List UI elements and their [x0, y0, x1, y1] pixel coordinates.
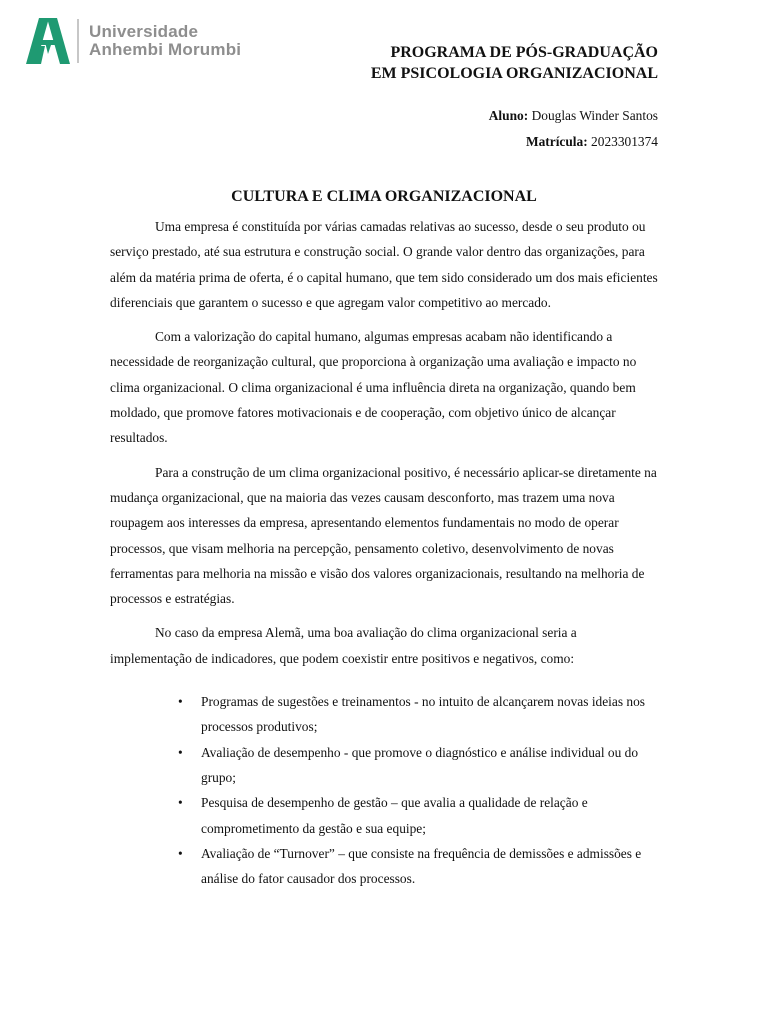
document-title: CULTURA E CLIMA ORGANIZACIONAL: [231, 188, 537, 205]
list-item: [178, 841, 659, 892]
university-name-line2: Anhembi Morumbi: [89, 40, 242, 59]
student-name-value: Douglas Winder Santos: [531, 108, 658, 123]
paragraph: Para a construção de um clima organizacional positivo, é necessário aplicar-se diretamente na mudança organizacional, que na maioria das vezes causam desconforto, mas trazem uma nova roupagem aos interesses da empresa, apresentando elementos fundamentais no modo de operar processos, que visam melhoria na percepção, pensamento coletivo, desenvolvimento de novas ferramentas para melhoria na missão e visão dos valores organizacionais, resultando na melhoria de processos e estratégias.: [110, 464, 657, 607]
list-item-text: Pesquisa de desempenho de gestão – que avalia a qualidade de relação e comprometimento da gestão e sua equipe;: [201, 795, 588, 836]
student-id-value: 2023301374: [591, 134, 658, 149]
student-name: [489, 108, 658, 124]
logo-divider: [77, 19, 79, 63]
paragraph: Uma empresa é constituída por várias camadas relativas ao sucesso, desde o seu produto ou serviço prestado, até sua estrutura e construção social. O grande valor dentro das organizações, para além da matéria prima de oferta, é o capital humano, que tem sido considerado um dos mais eficientes diferenciais que garantem o sucesso e que agregam valor competitivo ao mercado.: [110, 219, 658, 310]
list-item-text: Programas de sugestões e treinamentos - no intuito de alcançarem novas ideias nos processos produtivos;: [201, 694, 645, 735]
university-logo: [26, 18, 241, 64]
list-item: [178, 740, 659, 791]
university-name: [89, 23, 241, 59]
paragraph: No caso da empresa Alemã, uma boa avaliação do clima organizacional seria a implementação de indicadores, que podem coexistir entre positivos e negativos, como:: [110, 625, 577, 666]
bullet-icon: •: [178, 694, 183, 710]
bullet-icon: •: [178, 795, 183, 811]
university-name-line1: Universidade: [89, 22, 199, 41]
program-header: [371, 42, 658, 84]
document-body: [110, 214, 659, 891]
list-item-text: Avaliação de “Turnover” – que consiste na frequência de demissões e admissões e análise do fator causador dos processos.: [201, 845, 642, 887]
student-name-label: Aluno:: [488, 108, 529, 123]
bullet-icon: •: [178, 744, 183, 760]
program-line2: EM PSICOLOGIA ORGANIZACIONAL: [370, 65, 658, 82]
student-id: [526, 134, 658, 150]
paragraph: Com a valorização do capital humano, algumas empresas acabam não identificando a necessidade de reorganização cultural, que proporciona à organização uma avaliação e impacto no clima organizacional. O clima organizacional é uma influência direta na organização, quando bem moldado, que promove fatores motivacionais e de cooperação, com objetivo único de alcançar resultados.: [110, 329, 637, 446]
list-item: [178, 689, 659, 740]
list-item-text: Avaliação de desempenho - que promove o diagnóstico e análise individual ou do grupo;: [201, 744, 639, 785]
bullet-icon: •: [178, 845, 183, 861]
student-id-label: Matrícula:: [525, 134, 588, 149]
indicator-list: [110, 689, 659, 891]
list-item: [178, 790, 659, 841]
university-logo-mark-icon: [26, 18, 70, 64]
program-line1: PROGRAMA DE PÓS-GRADUAÇÃO: [390, 44, 658, 61]
